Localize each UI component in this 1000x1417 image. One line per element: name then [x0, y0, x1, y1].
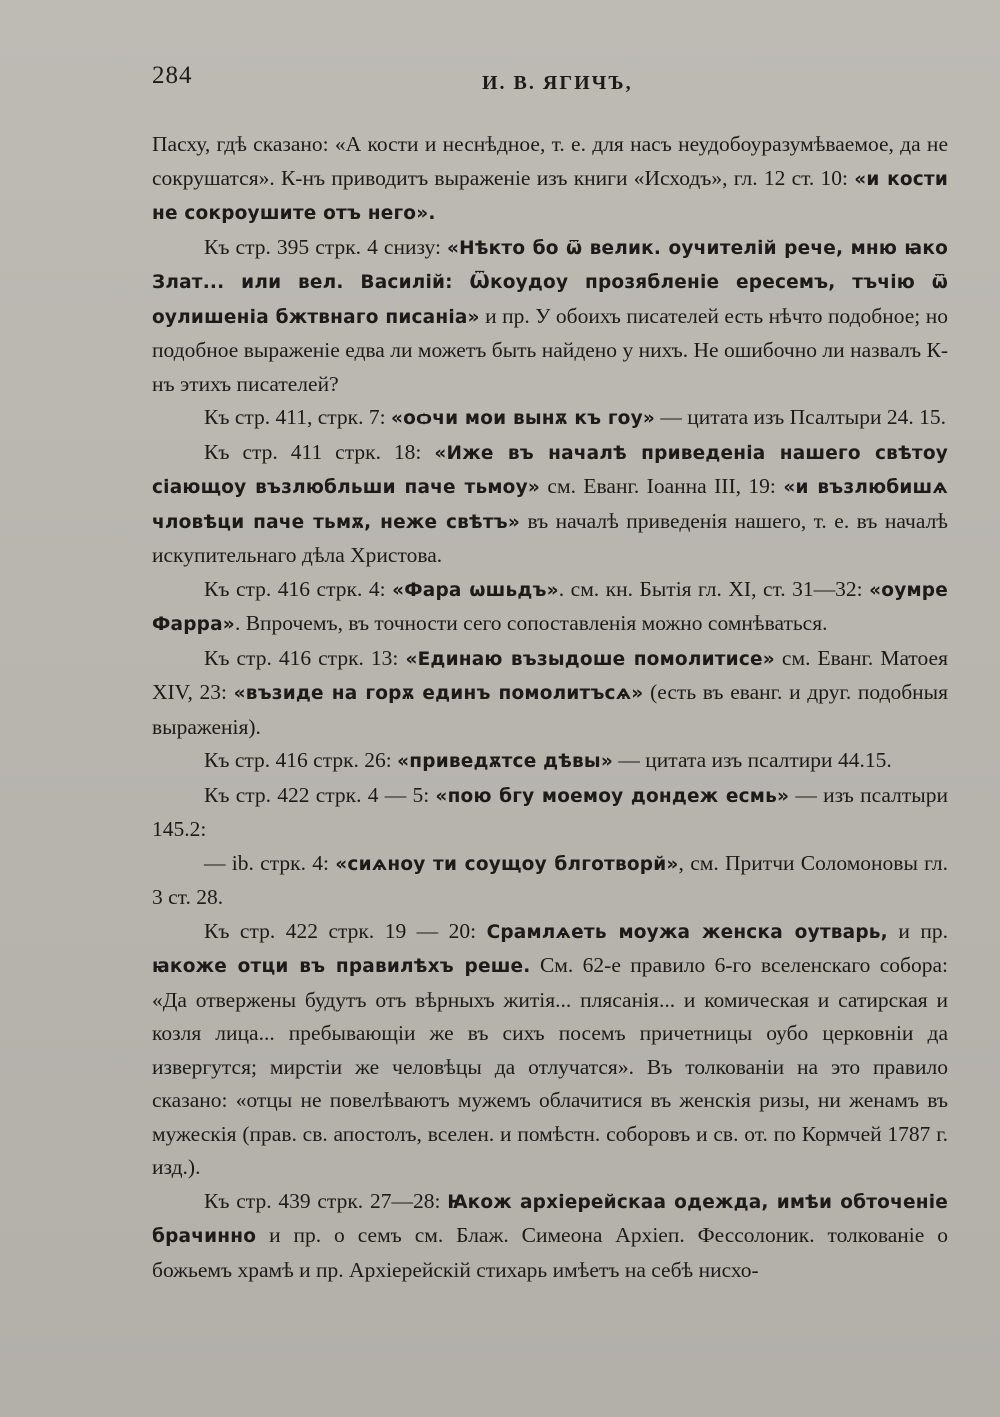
text-segment: . см. кн. Бытія гл. XI, ст. 31—32: — [558, 576, 870, 601]
text-segment: Къ стр. 411 стрк. 18: — [204, 439, 435, 464]
text-segment: — ib. стрк. 4: — [204, 850, 336, 875]
text-segment: и пр. о семъ см. Блаж. Симеона Архіеп. Фессолоник. толкованіе о божьемъ храмѣ и пр. Архіерейскій стихарь имѣетъ на себѣ нисхо- — [152, 1223, 948, 1282]
text-segment: — изъ псалтыри 145.2: — [152, 782, 948, 841]
text-segment: см. Еванг. Матоея XIV, 23: — [152, 645, 948, 704]
slavonic-quote: «възиде на горѫ единъ помолитъсѧ» — [233, 683, 644, 704]
slavonic-quote: «сиѧноу ти соущоу блготворй» — [335, 853, 679, 875]
paragraph — [152, 744, 948, 779]
slavonic-quote: Срамлѧеть моужа женска оутварь, — [486, 921, 888, 943]
running-head: И. В. ЯГИЧЪ, — [482, 72, 633, 94]
paragraph — [152, 231, 948, 402]
page-body — [152, 128, 948, 1287]
slavonic-quote: Ꙗкож архіерейскаа одежда, имѣи обточеніе брачинно — [152, 1191, 948, 1247]
text-segment: Къ стр. 422 стрк. 4 — 5: — [204, 782, 436, 807]
page-header — [152, 62, 952, 102]
text-segment: , см. Притчи Соломоновы гл. 3 ст. 28. — [152, 850, 949, 909]
slavonic-quote: «пою бгу моемоу дондеж есмь» — [435, 785, 790, 807]
paragraph — [152, 1185, 948, 1288]
text-segment: Къ стр. 416 стрк. 26: — [204, 748, 398, 772]
slavonic-quote: «и кости не сокроушите отъ него». — [152, 168, 948, 224]
paragraph — [152, 642, 948, 745]
text-segment: Къ стр. 416 стрк. 4: — [204, 576, 393, 601]
slavonic-quote: ꙗкоже отци въ правилѣхъ реше. — [152, 956, 531, 977]
slavonic-quote: «Иже въ началѣ приведеніа нашего свѣтоу сіающоу възлюбльши паче тьмоу» — [152, 442, 948, 498]
paragraph — [152, 847, 948, 915]
paragraph — [152, 401, 948, 436]
slavonic-quote: «приведѫтсе дѣвы» — [397, 751, 614, 772]
paragraph — [152, 915, 948, 1185]
paragraph — [152, 779, 948, 847]
slavonic-quote: «Нѣкто бо ѿ велик. оучителій рече, мню ꙗко Злат... или вел. Василій: Ѿкоудоу прозябленіе ересемъ, тъчію ѿ оулишеніа бжтвнаго писаніа» — [152, 237, 948, 328]
text-segment: (есть въ еванг. и друг. подобныя выраженія). — [152, 680, 948, 739]
text-segment: Къ стр. 411, стрк. 7: — [204, 405, 391, 429]
text-segment: Къ стр. 422 стрк. 19 — 20: — [204, 918, 487, 943]
slavonic-quote: «оѻчи мои вынѫ къ гоу» — [390, 408, 655, 429]
text-segment: Къ стр. 395 стрк. 4 снизу: — [204, 234, 448, 259]
text-segment: и пр. У обоихъ писателей есть нѣчто подобное; но подобное выраженіе едва ли можетъ быть найдено у нихъ. Не ошибочно ли назвалъ К-нъ этихъ писателей? — [152, 303, 948, 396]
text-segment: Къ стр. 439 стрк. 27—28: — [204, 1188, 448, 1213]
page-number: 284 — [152, 62, 193, 89]
text-segment: и пр. — [887, 918, 948, 943]
slavonic-quote: «Единаю възыдоше помолитисе» — [405, 648, 775, 670]
text-segment: Къ стр. 416 стрк. 13: — [204, 645, 406, 670]
paragraph — [152, 573, 948, 642]
slavonic-quote: «оумре Фарра» — [152, 579, 948, 635]
text-segment: — цитата изъ Псалтыри 24. 15. — [655, 405, 946, 429]
slavonic-quote: «Фара ѡшьдъ» — [392, 579, 559, 601]
paragraph — [152, 128, 948, 231]
paragraph — [152, 436, 948, 573]
text-segment: — цитата изъ псалтири 44.15. — [613, 748, 892, 772]
text-segment: Пасху, гдѣ сказано: «А кости и неснѣдное, т. е. для насъ неудобоуразумѣваемое, да не сокрушатся». К-нъ приводитъ выраженіе изъ книги «Исходъ», гл. 12 ст. 10: — [152, 132, 948, 190]
text-segment: . Впрочемъ, въ точности сего сопоставленія можно сомнѣваться. — [234, 611, 828, 635]
text-segment: см. Еванг. Іоанна III, 19: — [539, 474, 784, 498]
text-segment: въ началѣ приведенія нашего, т. е. въ началѣ искупительнаго дѣла Христова. — [152, 508, 948, 567]
slavonic-quote: «и възлюбишѧ чловѣци паче тьмѫ, неже свѣтъ» — [152, 477, 948, 533]
text-segment: См. 62-е правило 6-го вселенскаго собора: «Да отвержены будутъ отъ вѣрныхъ житія... плясанія... и комическая и сатирская и козля лица... пребывающіи же въ сихъ посемъ причетницы оубо церковніи да извергутся; мирстіи же человѣцы да отлучатся». Въ толкованіи на это правило сказано: «отцы не повелѣваютъ мужемъ облачитися въ женскія ризы, ни женамъ въ мужескія (прав. св. апостолъ, вселен. и помѣстн. соборовъ и св. от. по Кормчей 1787 г. изд.). — [152, 953, 949, 1179]
